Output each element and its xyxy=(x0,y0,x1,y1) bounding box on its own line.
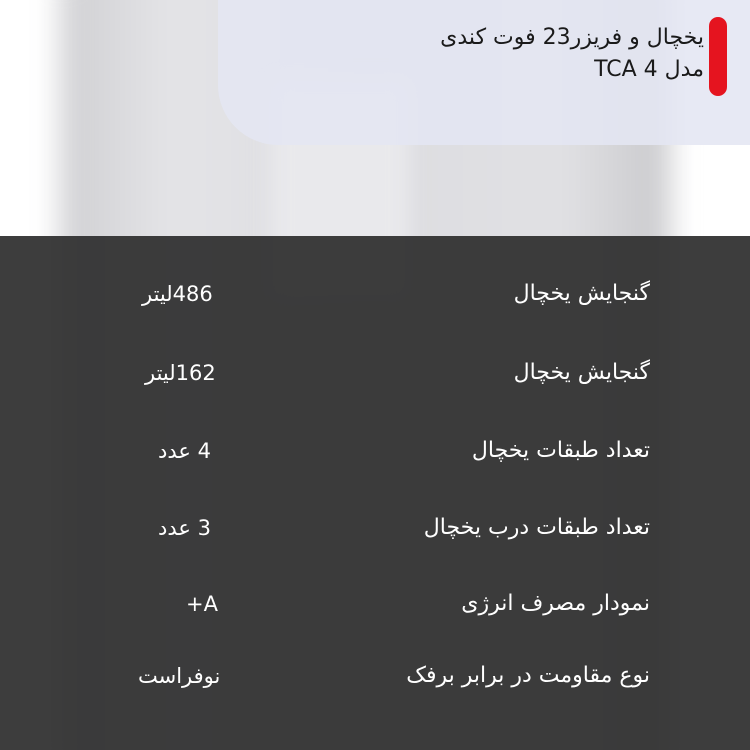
spec-label: نوع مقاومت در برابر برفک xyxy=(406,663,650,688)
spec-row xyxy=(0,274,750,314)
spec-row xyxy=(0,584,750,624)
spec-label: تعداد طبقات درب یخچال xyxy=(423,515,650,540)
spec-label: نمودار مصرف انرژی xyxy=(461,591,650,616)
product-title-line1: یخچال و فریزر23 فوت کندی xyxy=(440,25,704,50)
spec-row xyxy=(0,656,750,696)
energy-rating-value: A+ xyxy=(186,592,218,616)
spec-label: گنجایش یخچال xyxy=(513,360,650,385)
spec-label: تعداد طبقات یخچال xyxy=(471,438,650,463)
spec-row xyxy=(0,353,750,393)
spec-row xyxy=(0,508,750,548)
spec-value: 162لیتر xyxy=(145,361,216,385)
spec-value: 3 عدد xyxy=(158,516,211,540)
spec-value: 4 عدد xyxy=(158,439,211,463)
product-title xyxy=(264,22,704,86)
title-accent-bar xyxy=(709,17,727,96)
spec-value: 486لیتر xyxy=(142,282,213,306)
product-model: مدل TCA 4 xyxy=(594,57,704,82)
spec-row xyxy=(0,431,750,471)
spec-label: گنجایش یخچال xyxy=(513,281,650,306)
spec-panel xyxy=(0,236,750,750)
spec-value: نوفراست xyxy=(138,664,221,688)
